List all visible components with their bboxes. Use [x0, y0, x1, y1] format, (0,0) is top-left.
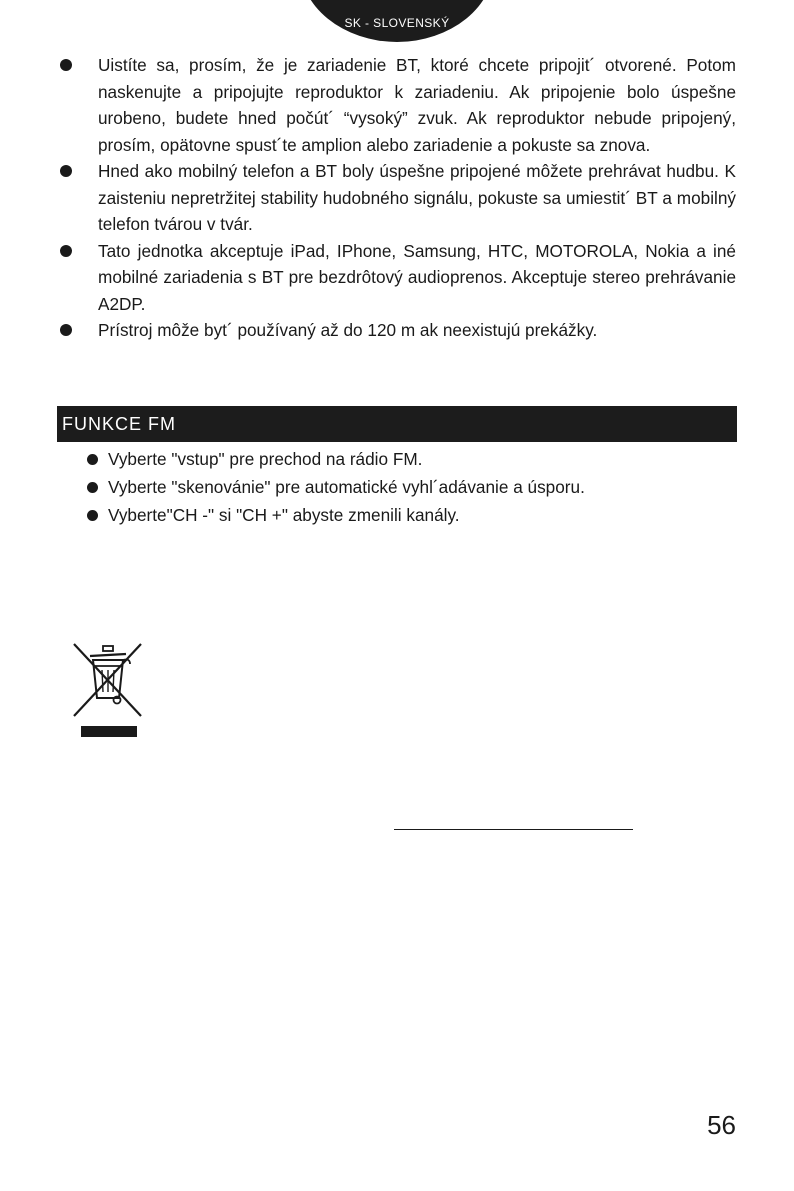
list-item [58, 158, 736, 238]
list-item-text: Prístroj môže byt´ používaný až do 120 m ak neexistujú prekážky. [98, 320, 598, 340]
language-label: SK - SLOVENSKÝ [344, 16, 450, 30]
fm-instructions-list [86, 445, 585, 529]
bullet-icon [60, 59, 72, 71]
list-item-text: Vyberte "skenovánie" pre automatické vyhl´adávanie a úsporu. [108, 477, 585, 497]
list-item [86, 445, 585, 473]
list-item-text: Hned ako mobilný telefon a BT boly úspešne pripojené môžete prehrávat hudbu. K zaisteniu nepretržitej stability hudobného signálu, pokuste sa umiestit´ BT a mobilný telefon tvárou v tvár. [98, 161, 736, 234]
bullet-icon [60, 324, 72, 336]
bt-instructions-list [58, 52, 736, 344]
list-item [58, 317, 736, 344]
bullet-icon [87, 482, 98, 493]
crossed-out-wheelie-bin-icon [70, 640, 144, 740]
page-number: 56 [707, 1110, 736, 1140]
list-item-text: Tato jednotka akceptuje iPad, IPhone, Samsung, HTC, MOTOROLA, Nokia a iné mobilné zariadenia s BT pre bezdrôtový audioprenos. Akceptuje stereo prehrávanie A2DP. [98, 240, 736, 314]
list-item [86, 501, 585, 529]
bullet-icon [60, 165, 72, 177]
divider-line [394, 829, 633, 830]
fm-section-title: FUNKCE FM [62, 414, 176, 434]
list-item [58, 52, 736, 158]
list-item [86, 473, 585, 501]
bullet-icon [87, 454, 98, 465]
bullet-icon [87, 510, 98, 521]
bullet-icon [60, 245, 72, 257]
list-item-text: Vyberte "vstup" pre prechod na rádio FM. [108, 449, 423, 469]
list-item-text: Uistíte sa, prosím, že je zariadenie BT, ktoré chcete pripojit´ otvorené. Potom naskenujte a pripojujte reproduktor k zariadeniu. Ak pripojenie bolo úspešne urobeno, budete hned počút´ “vysoký” zvuk. Ak reproduktor nebude pripojený, prosím, opätovne spust´te amplion alebo zariadenie a pokuste sa znova. [98, 55, 736, 155]
list-item [58, 238, 736, 318]
list-item-text: Vyberte"CH -" si "CH +" abyste zmenili kanály. [108, 505, 460, 525]
